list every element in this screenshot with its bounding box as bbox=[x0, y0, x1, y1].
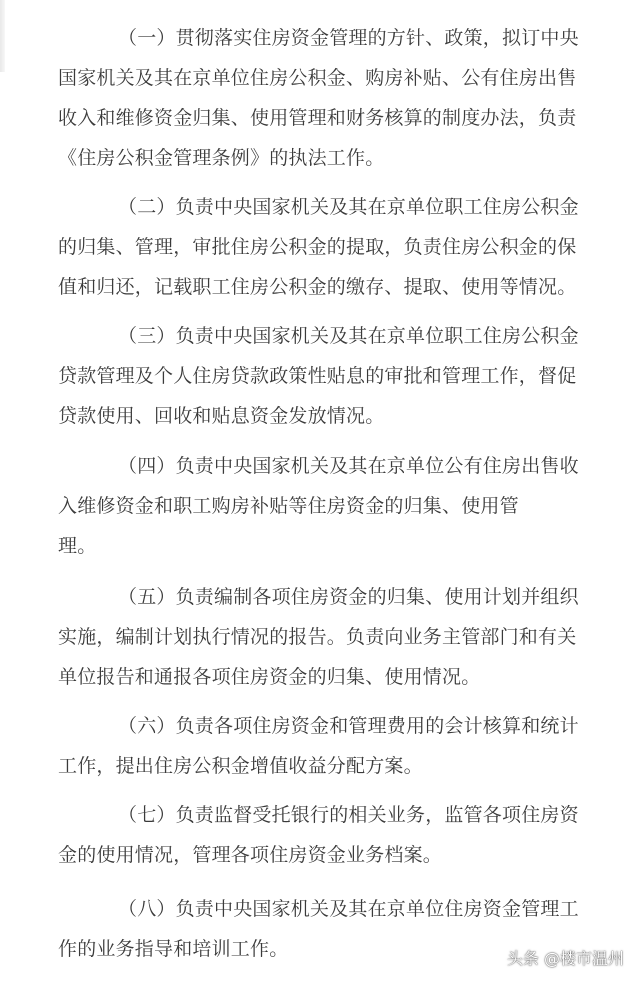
paragraph-line: （二）负责中央国家机关及其在京单位职工住房公积金 bbox=[118, 196, 579, 218]
paragraph-line: （四）负责中央国家机关及其在京单位公有住房出售收 bbox=[118, 455, 579, 477]
paragraph-4 bbox=[58, 446, 588, 566]
paragraph-line: （一）贯彻落实住房资金管理的方针、政策，拟订中央 bbox=[118, 27, 579, 49]
paragraph-6 bbox=[58, 706, 588, 786]
paragraph-1 bbox=[58, 18, 588, 178]
paragraph-line: 《住房公积金管理条例》的执法工作。 bbox=[58, 147, 385, 169]
paragraph-line: （三）负责中央国家机关及其在京单位职工住房公积金 bbox=[118, 325, 579, 347]
paragraph-line: 作的业务指导和培训工作。 bbox=[58, 938, 289, 960]
paragraph-line: 理。 bbox=[58, 535, 97, 557]
paragraph-line: （七）负责监督受托银行的相关业务，监管各项住房资 bbox=[118, 804, 579, 826]
paragraph-line: 实施，编制计划执行情况的报告。负责向业务主管部门和有关 bbox=[58, 626, 577, 648]
paragraph-line: 金的使用情况，管理各项住房资金业务档案。 bbox=[58, 844, 443, 866]
paragraph-7 bbox=[58, 795, 588, 875]
paragraph-line: 贷款管理及个人住房贷款政策性贴息的审批和管理工作，督促 bbox=[58, 365, 577, 387]
paragraph-line: （六）负责各项住房资金和管理费用的会计核算和统计 bbox=[118, 715, 579, 737]
paragraph-2 bbox=[58, 187, 588, 307]
paragraph-line: 国家机关及其在京单位住房公积金、购房补贴、公有住房出售 bbox=[58, 67, 577, 89]
paragraph-line: 单位报告和通报各项住房资金的归集、使用情况。 bbox=[58, 666, 481, 688]
paragraph-3 bbox=[58, 316, 588, 436]
page-edge-shadow bbox=[0, 0, 5, 72]
paragraph-line: 收入和维修资金归集、使用管理和财务核算的制度办法，负责 bbox=[58, 107, 577, 129]
paragraph-line: 入维修资金和职工购房补贴等住房资金的归集、使用管 bbox=[58, 495, 519, 517]
watermark: 头条 @楼市温州 bbox=[506, 949, 624, 968]
paragraph-line: （五）负责编制各项住房资金的归集、使用计划并组织 bbox=[118, 586, 579, 608]
paragraph-line: 贷款使用、回收和贴息资金发放情况。 bbox=[58, 405, 385, 427]
paragraph-line: 值和归还，记载职工住房公积金的缴存、提取、使用等情况。 bbox=[58, 276, 577, 298]
paragraph-line: 的归集、管理，审批住房公积金的提取，负责住房公积金的保 bbox=[58, 236, 577, 258]
paragraph-line: 工作，提出住房公积金增值收益分配方案。 bbox=[58, 755, 423, 777]
paragraph-5 bbox=[58, 577, 588, 697]
paragraph-line: （八）负责中央国家机关及其在京单位住房资金管理工 bbox=[118, 898, 579, 920]
